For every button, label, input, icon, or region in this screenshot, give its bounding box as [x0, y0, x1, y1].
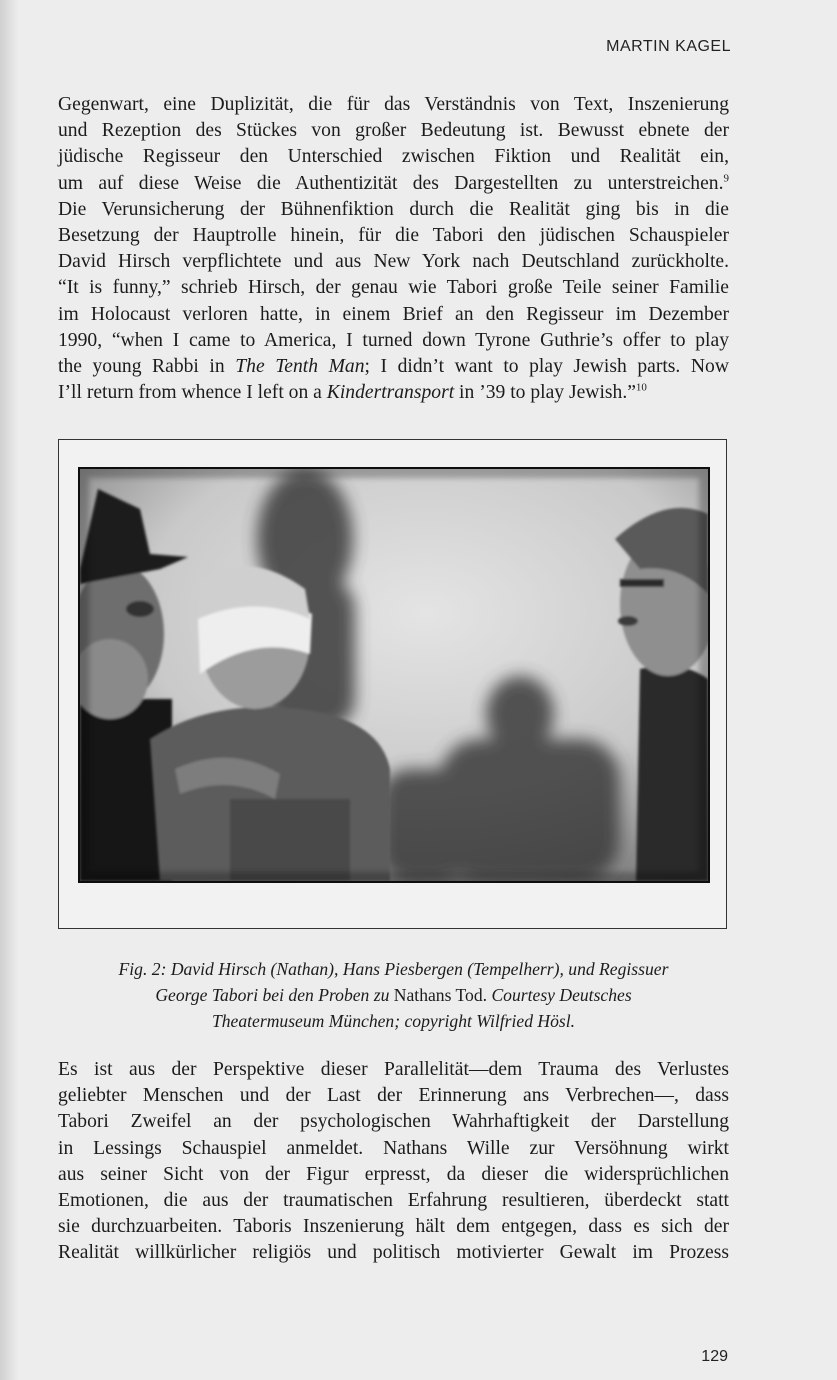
text-line: [58, 354, 729, 380]
text-line: Emotionen, die aus der traumatischen Erfahrung resultieren, überdeckt statt: [58, 1190, 729, 1212]
text-line: geliebter Menschen und der Last der Erinnerung ans Verbrechen—, dass: [58, 1085, 729, 1107]
paragraph-bottom: [58, 1057, 729, 1267]
text-line: im Holocaust verloren hatte, in einem Brief an den Regisseur im Dezember: [58, 303, 729, 325]
italic-term: Kindertransport: [326, 382, 455, 404]
text-line: jüdische Regisseur den Unterschied zwischen Fiktion und Realität ein,: [58, 146, 729, 168]
caption-line: Fig. 2: David Hirsch (Nathan), Hans Piesbergen (Tempelherr), und Regissuer: [118, 959, 669, 979]
text-segment: in ’39 to play Jewish.”: [454, 382, 636, 404]
text-segment: the young Rabbi in: [58, 356, 236, 378]
figure-caption: [58, 956, 729, 1034]
text-line: Tabori Zweifel an der psychologischen Wahrhaftigkeit der Darstellung: [58, 1111, 729, 1133]
paragraph-top: [58, 92, 729, 406]
text-line: aus seiner Sicht von der Figur erpresst, da dieser die widersprüchlichen: [58, 1163, 729, 1185]
text-line: [58, 380, 729, 406]
text-line: und Rezeption des Stückes von großer Bedeutung ist. Bewusst ebnete der: [58, 120, 729, 142]
text-line: “It is funny,” schrieb Hirsch, der genau wie Tabori große Teile seiner Familie: [58, 277, 729, 299]
text-line: Realität willkürlicher religiös und politisch motivierter Gewalt im Prozess: [58, 1242, 729, 1264]
text-line: David Hirsch verpflichtete und aus New York nach Deutschland zurückholte.: [58, 251, 729, 273]
text-line: in Lessings Schauspiel anmeldet. Nathans Wille zur Versöhnung wirkt: [58, 1137, 729, 1159]
caption-segment: George Tabori bei den Proben zu: [155, 985, 394, 1005]
figure-frame: [58, 439, 727, 929]
page-number: 129: [701, 1348, 728, 1365]
caption-line: Theatermuseum München; copyright Wilfried Hösl.: [211, 1011, 576, 1031]
text-line: Gegenwart, eine Duplizität, die für das Verständnis von Text, Inszenierung: [58, 94, 729, 115]
caption-line: [58, 982, 729, 1008]
text-line-content: um auf diese Weise die Authentizität des Dargestellten zu unterstreichen.: [58, 172, 724, 194]
text-line: Besetzung der Hauptrolle hinein, für die Tabori den jüdischen Schauspieler: [58, 225, 729, 247]
text-segment: I’ll return from whence I left on a: [58, 382, 327, 404]
running-head-author-first: MARTIN: [606, 38, 671, 55]
running-head-author-last: KAGEL: [675, 38, 731, 55]
text-line: Es ist aus der Perspektive dieser Parallelität—dem Trauma des Verlustes: [58, 1059, 729, 1080]
text-line: [58, 171, 729, 197]
text-line: Die Verunsicherung der Bühnenfiktion durch die Realität ging bis in die: [58, 198, 729, 220]
text-segment: ; I didn’t want to play Jewish parts. Now: [364, 356, 729, 378]
photo-illustration: [80, 469, 708, 881]
caption-segment: Courtesy Deutsches: [487, 985, 632, 1005]
rehearsal-photo: [78, 467, 710, 883]
gutter-shadow: [0, 0, 18, 1380]
text-line: sie durchzuarbeiten. Taboris Inszenierung hält dem entgegen, dass es sich der: [58, 1216, 729, 1238]
footnote-ref: 10: [635, 381, 647, 394]
footnote-ref: 9: [723, 172, 729, 185]
text-line: 1990, “when I came to America, I turned down Tyrone Guthrie’s offer to play: [58, 329, 729, 351]
caption-title: Nathans Tod.: [393, 985, 488, 1005]
italic-title: The Tenth Man: [235, 356, 365, 378]
running-head: [606, 38, 731, 56]
